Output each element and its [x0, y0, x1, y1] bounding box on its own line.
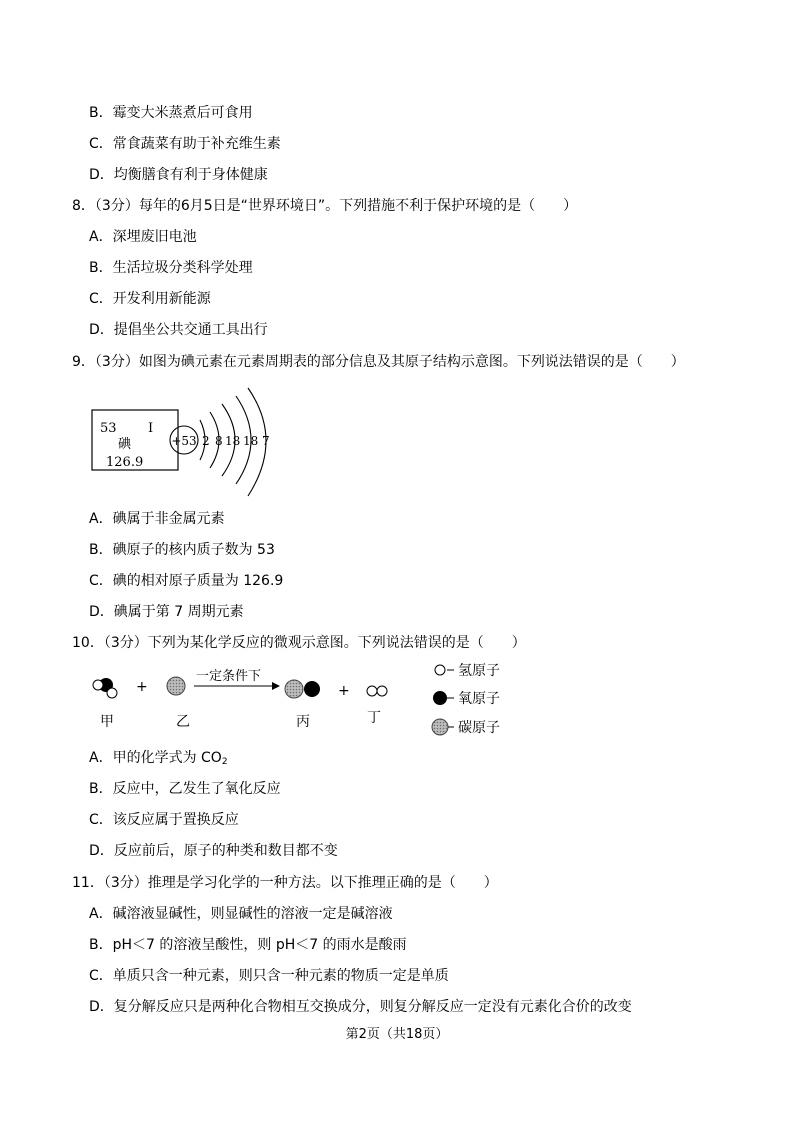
q9-option-a: A．碘属于非金属元素	[89, 511, 225, 527]
shell-electrons-2: 8	[215, 434, 223, 448]
q10-option-a-subscript: 2	[221, 757, 228, 767]
shell-electrons-1: 2	[202, 434, 210, 448]
legend-hydrogen-label: 氢原子	[458, 663, 500, 679]
reaction-condition: 一定条件下	[196, 669, 262, 684]
q7-option-b: B．霉变大米蒸煮后可食用	[89, 105, 253, 121]
legend-oxygen-label: 氧原子	[458, 691, 500, 707]
q10-reaction-figure	[88, 658, 528, 740]
q9-option-c: C．碘的相对原子质量为 126.9	[89, 573, 284, 589]
q10-option-d: D．反应前后，原子的种类和数目都不变	[89, 843, 338, 859]
reaction-arrow-head	[272, 682, 280, 690]
hydrogen-atom	[367, 686, 377, 696]
q8-stem: 8．（3分）每年的6月5日是“世界环境日”。下列措施不利于保护环境的是（ ）	[72, 198, 578, 214]
q8-option-d: D．提倡坐公共交通工具出行	[89, 322, 268, 338]
nucleus-charge: +53	[171, 434, 197, 448]
legend-hydrogen-icon	[435, 665, 445, 675]
atomic-number: 53	[100, 421, 117, 436]
molecule-ding	[367, 686, 387, 696]
q9-option-b: B．碘原子的核内质子数为 53	[89, 542, 275, 558]
carbon-atom	[285, 680, 303, 698]
q7-option-d: D．均衡膳食有利于身体健康	[89, 167, 268, 183]
element-name: 碘	[118, 437, 132, 452]
q10-stem: 10．（3分）下列为某化学反应的微观示意图。下列说法错误的是（ ）	[72, 635, 526, 651]
shell-electrons-5: 7	[262, 434, 270, 448]
q7-option-c: C．常食蔬菜有助于补充维生素	[89, 136, 281, 152]
q11-option-d: D．复分解反应只是两种化合物相互交换成分，则复分解反应一定没有元素化合价的改变	[89, 999, 632, 1015]
label-ding: 丁	[367, 710, 381, 726]
plus-sign: +	[338, 683, 350, 699]
q11-stem: 11．（3分）推理是学习化学的一种方法。以下推理正确的是（ ）	[72, 875, 498, 891]
element-symbol: I	[148, 421, 154, 436]
hydrogen-atom	[107, 688, 117, 698]
q11-option-b: B．pH＜7 的溶液呈酸性，则 pH＜7 的雨水是酸雨	[89, 937, 407, 953]
hydrogen-atom	[93, 680, 103, 690]
legend-oxygen-icon	[433, 691, 447, 705]
legend-carbon-icon	[432, 719, 448, 735]
q8-option-c: C．开发利用新能源	[89, 291, 211, 307]
q9-stem: 9．（3分）如图为碘元素在元素周期表的部分信息及其原子结构示意图。下列说法错误的是（ ）	[72, 354, 685, 370]
label-jia: 甲	[100, 714, 114, 730]
q10-option-a	[89, 749, 228, 767]
label-bing: 丙	[296, 714, 310, 730]
q11-option-a: A．碱溶液显碱性，则显碱性的溶液一定是碱溶液	[89, 906, 393, 922]
q10-option-a-text: A．甲的化学式为 CO	[89, 750, 222, 766]
shell-electrons-3: 18	[225, 434, 241, 448]
molecule-bing	[285, 680, 320, 698]
q11-option-c: C．单质只含一种元素，则只含一种元素的物质一定是单质	[89, 968, 449, 984]
page-footer: 第2页（共18页）	[345, 1027, 449, 1042]
shell-electrons-4: 18	[243, 434, 259, 448]
q8-option-b: B．生活垃圾分类科学处理	[89, 260, 253, 276]
legend-carbon-label: 碳原子	[458, 720, 500, 736]
label-yi: 乙	[176, 714, 190, 730]
q10-option-c: C．该反应属于置换反应	[89, 812, 239, 828]
q9-iodine-figure	[88, 382, 288, 504]
plus-sign: +	[136, 679, 148, 695]
carbon-atom	[167, 677, 185, 695]
atomic-mass: 126.9	[106, 455, 144, 470]
q9-option-d: D．碘属于第 7 周期元素	[89, 604, 244, 620]
q10-option-b: B．反应中，乙发生了氧化反应	[89, 781, 281, 797]
hydrogen-atom	[377, 686, 387, 696]
atom-legend	[432, 663, 500, 736]
molecule-jia	[93, 678, 117, 698]
oxygen-atom	[304, 681, 320, 697]
q8-option-a: A．深埋废旧电池	[89, 229, 197, 245]
